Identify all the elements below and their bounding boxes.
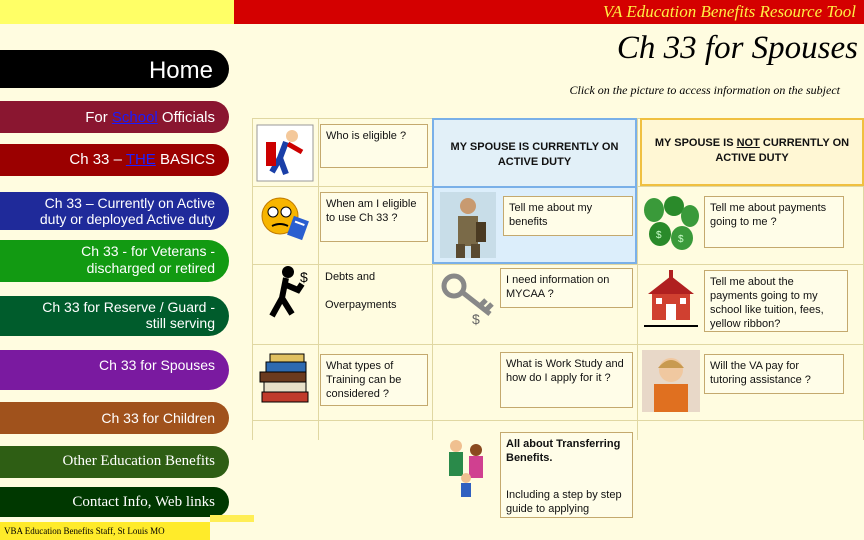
key-icon[interactable] (440, 270, 500, 326)
nav-home-button[interactable] (0, 50, 229, 88)
nav-basics-label (0, 144, 215, 176)
svg-text:$: $ (472, 311, 480, 326)
grid-line (252, 344, 864, 345)
header-accent (0, 0, 234, 24)
payments-to-me-link[interactable]: Tell me about payments going to me ? (704, 196, 844, 248)
grid-line (637, 118, 638, 440)
nav-contact-button[interactable] (0, 487, 229, 517)
mycaa-link[interactable]: I need information on MYCAA ? (500, 268, 633, 308)
nav-other-label: Other Education Benefits (62, 453, 215, 469)
thinking-face-icon[interactable] (254, 188, 314, 248)
nav-basics-button[interactable] (0, 144, 229, 176)
nav-veterans-button[interactable] (0, 240, 229, 282)
eligibility-picture-icon[interactable] (256, 124, 314, 182)
svg-text:$: $ (656, 230, 662, 241)
nav-other-benefits-button[interactable] (0, 446, 229, 478)
debts-link[interactable] (320, 266, 428, 310)
who-eligible-link[interactable]: Who is eligible ? (320, 124, 428, 168)
grid-line (252, 118, 253, 440)
nav-veterans-line2: discharged or retired (86, 260, 215, 276)
tutoring-link[interactable]: Will the VA pay for tutoring assistance ? (704, 354, 844, 394)
soldier-photo-icon[interactable] (440, 192, 496, 258)
svg-text:$: $ (300, 269, 308, 285)
nav-children-label: Ch 33 for Children (101, 410, 215, 426)
nav-spouses-button[interactable] (0, 350, 229, 390)
page-title: Ch 33 for Spouses (616, 30, 858, 66)
nav-school-label (0, 101, 215, 134)
work-study-link[interactable]: What is Work Study and how do I apply for it ? (500, 352, 633, 408)
transfer-guide-link[interactable]: Including a step by step guide to applying (500, 484, 633, 518)
page-subtitle: Click on the picture to access information on the subject (569, 83, 840, 97)
nav-children-button[interactable] (0, 402, 229, 434)
nav-home-label: Home (148, 57, 213, 84)
nav-reserve-line1: Ch 33 for Reserve / Guard - (42, 299, 215, 315)
grid-line (252, 264, 864, 265)
transferring-benefits-link[interactable]: All about Transferring Benefits. (500, 432, 633, 486)
not-active-column-header (640, 118, 864, 186)
nav-veterans-line1: Ch 33 - for Veterans - (81, 243, 215, 259)
nav-active-duty-button[interactable] (0, 192, 229, 230)
svg-text:$: $ (678, 234, 684, 245)
nav-contact-label: Contact Info, Web links (72, 494, 215, 510)
footer-credit: VBA Education Benefits Staff, St Louis MO (0, 522, 210, 540)
grid-line (318, 118, 319, 440)
nav-basics-post: BASICS (155, 151, 215, 168)
tell-me-benefits-link[interactable]: Tell me about my benefits (503, 196, 633, 236)
app-title: VA Education Benefits Resource Tool (234, 0, 864, 24)
nav-spouses-label: Ch 33 for Spouses (99, 357, 215, 373)
school-link[interactable]: School (111, 109, 158, 126)
nav-basics-pre: Ch 33 – (69, 151, 126, 168)
notactive-not: NOT (736, 137, 760, 149)
debts-label: Debts and (325, 271, 376, 283)
nav-school-officials-button[interactable] (0, 101, 229, 133)
grid-line (252, 420, 864, 421)
schoolhouse-icon[interactable] (640, 270, 702, 330)
nav-school-post: Officials (157, 109, 215, 126)
the-link[interactable]: THE (125, 151, 156, 168)
book-stack-icon[interactable] (256, 350, 316, 410)
notactive-post: CURRENTLY ON ACTIVE DUTY (715, 137, 850, 164)
overpayments-label: Overpayments (325, 299, 397, 311)
nav-reserve-button[interactable] (0, 296, 229, 336)
nav-reserve-line2: still serving (145, 315, 215, 331)
training-types-link[interactable]: What types of Training can be considered ? (320, 354, 428, 406)
family-icon[interactable] (436, 436, 498, 498)
active-duty-column-header: MY SPOUSE IS CURRENTLY ON ACTIVE DUTY (432, 118, 637, 188)
nav-active-line2: duty or deployed Active duty (39, 211, 215, 227)
notactive-pre: MY SPOUSE IS (654, 137, 737, 149)
money-bags-icon[interactable] (640, 194, 700, 254)
nav-active-line1: Ch 33 – Currently on Active (44, 195, 215, 211)
nav-school-pre: For (85, 109, 112, 126)
footer-accent (210, 515, 254, 522)
burglar-silhouette-icon[interactable] (258, 264, 314, 322)
payments-to-school-link[interactable]: Tell me about the payments going to my school like tuition, fees, yellow ribbon? (704, 270, 848, 332)
tutor-photo-icon[interactable] (642, 350, 700, 412)
when-eligible-link[interactable]: When am I eligible to use Ch 33 ? (320, 192, 428, 242)
